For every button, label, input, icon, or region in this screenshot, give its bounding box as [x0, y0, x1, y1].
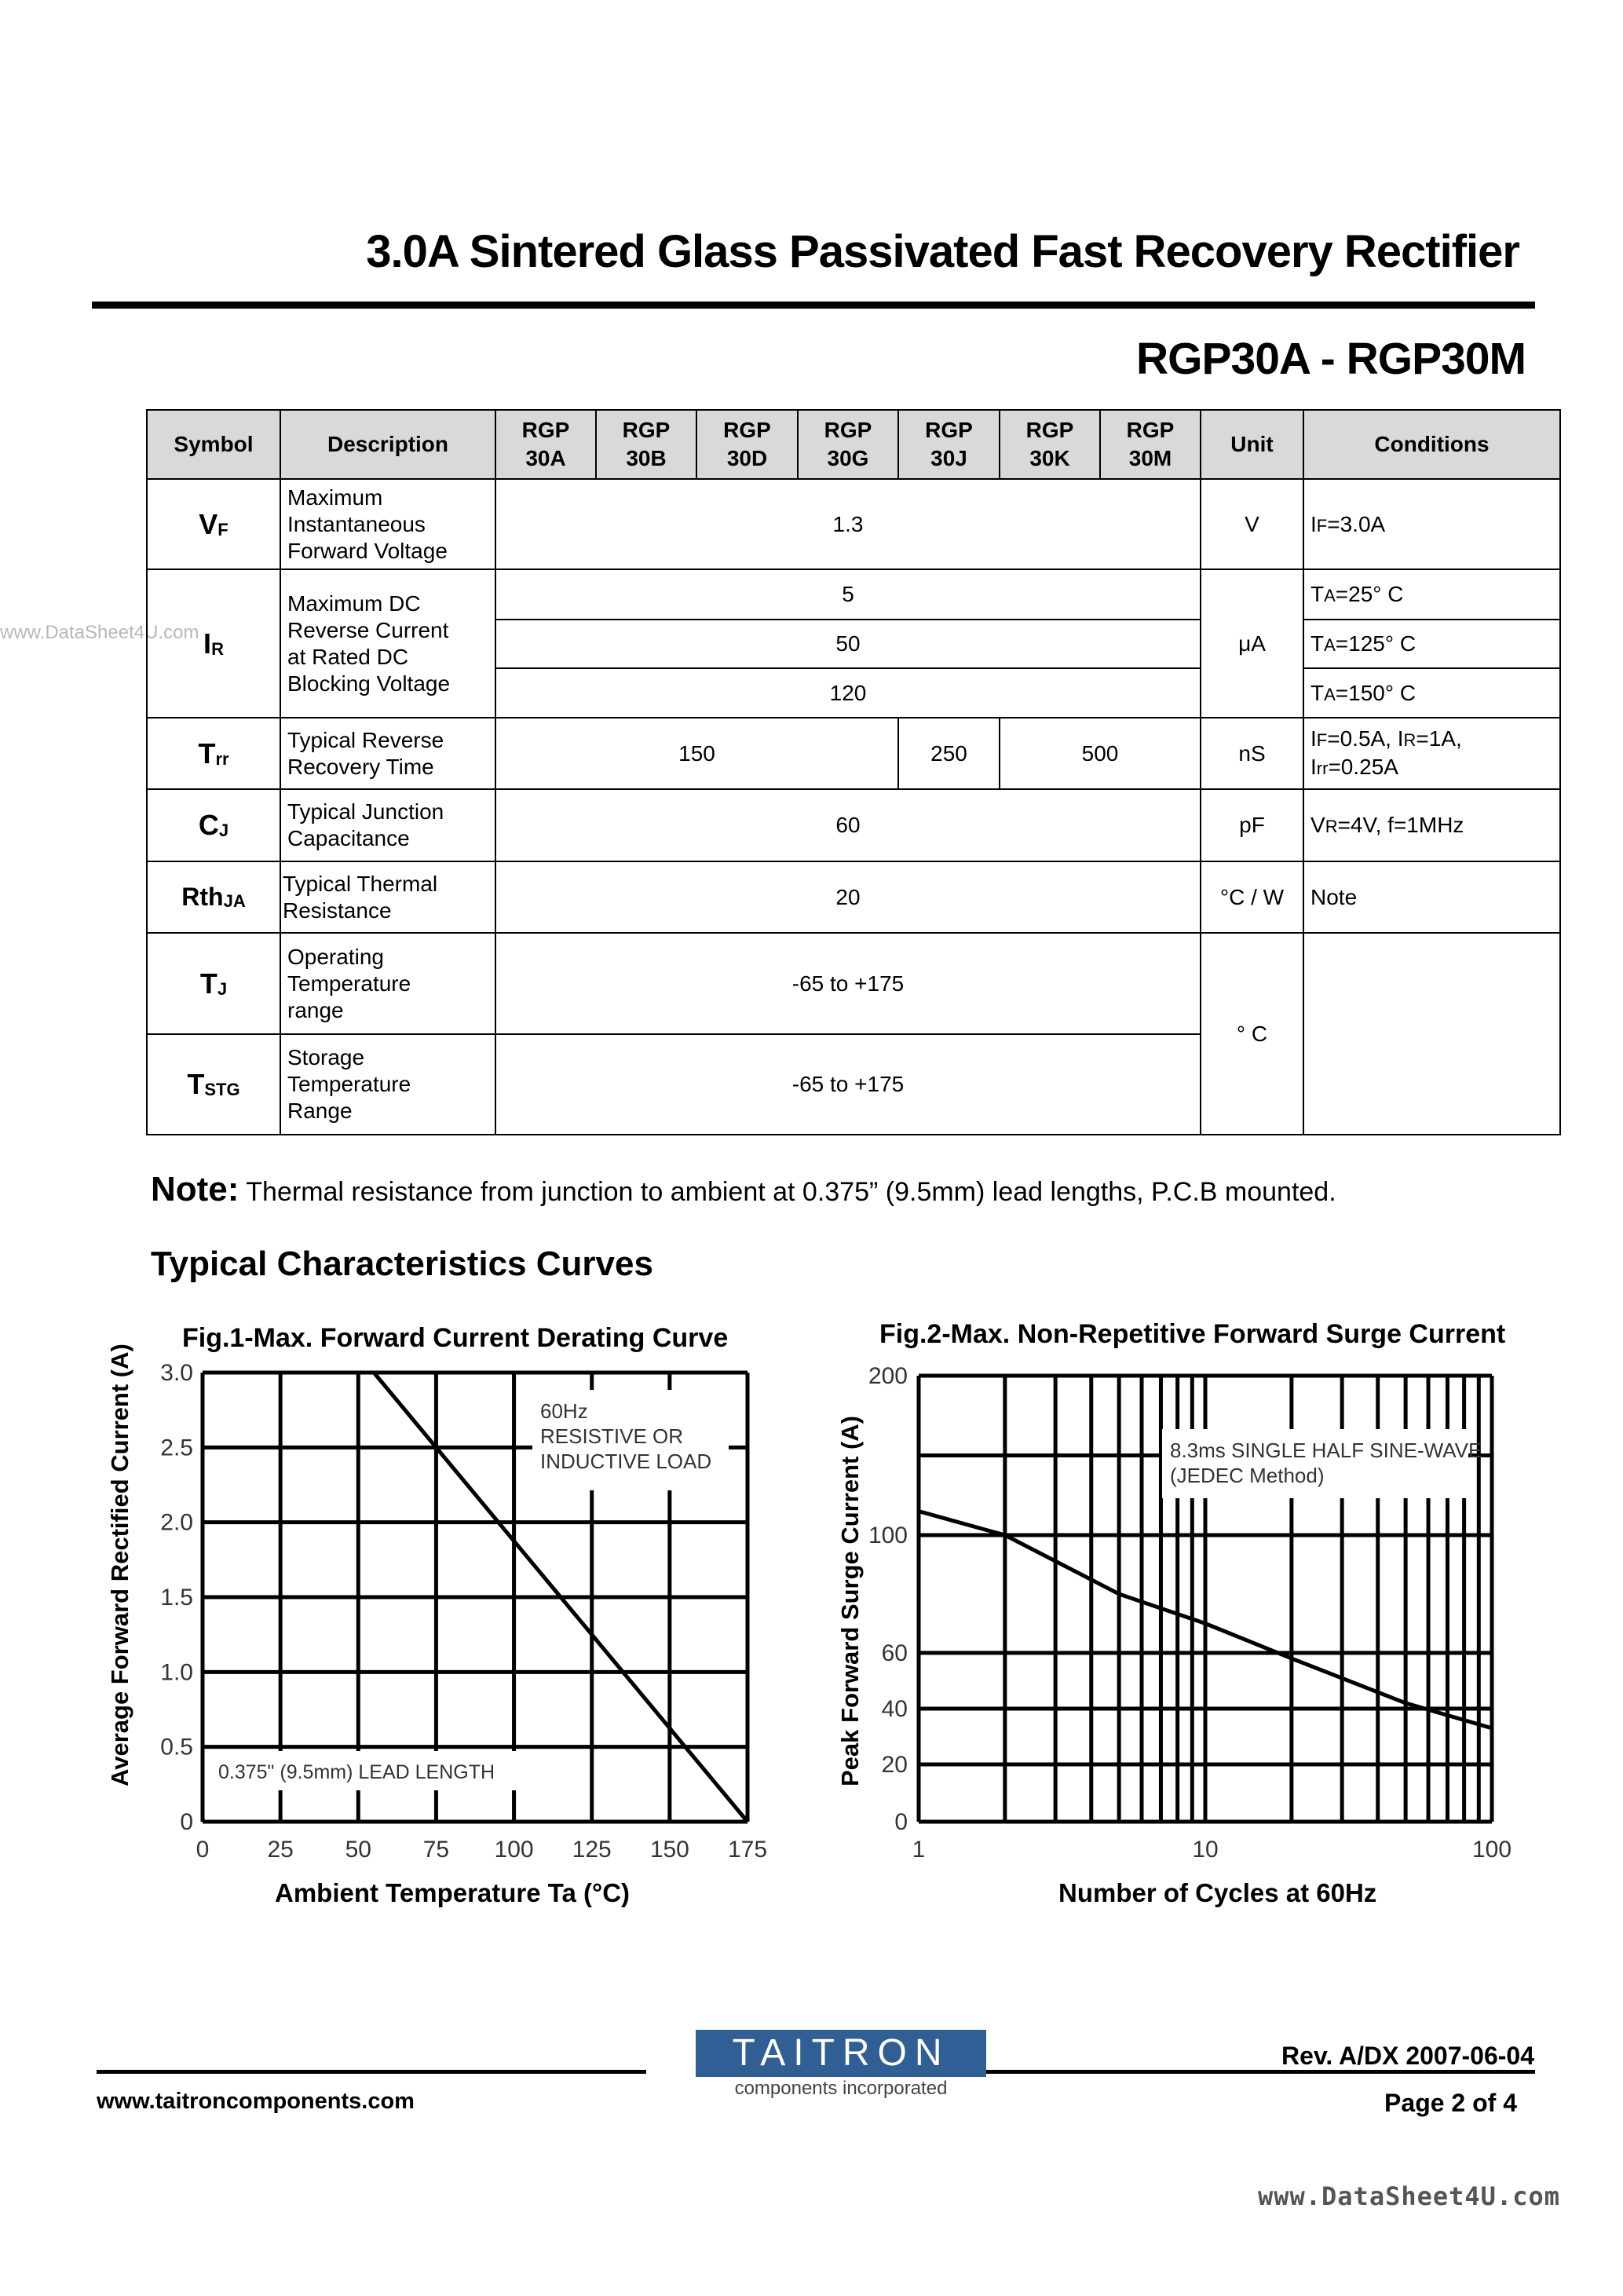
fig2-ylabel: Peak Forward Surge Current (A): [836, 1416, 864, 1786]
watermark-left: www.DataSheet4U.com: [0, 622, 199, 643]
fig1-xlabel: Ambient Temperature Ta (°C): [275, 1878, 631, 1907]
page-number: Page 2 of 4: [1384, 2089, 1517, 2117]
y-tick-label: 60: [881, 1640, 908, 1666]
y-tick-label: 0: [894, 1809, 908, 1835]
taitron-logo: TAITRON: [696, 2030, 986, 2077]
value-trr-k-m: 500: [1000, 718, 1201, 789]
cond-ir-150: TA=150° C: [1303, 668, 1560, 718]
fig2-chart: [864, 1351, 1539, 1885]
unit-ir: μA: [1201, 569, 1303, 718]
desc-cj: Typical Junction Capacitance: [280, 789, 495, 861]
value-trr-j: 250: [898, 718, 1000, 789]
y-tick-label: 1.5: [160, 1585, 193, 1610]
unit-cj: pF: [1201, 789, 1303, 861]
x-tick-label: 25: [267, 1837, 294, 1863]
note: Note: Thermal resistance from junction to ambient at 0.375” (9.5mm) lead lengths, P.C.B mounted.: [151, 1170, 1336, 1208]
section-title: Typical Characteristics Curves: [151, 1245, 653, 1283]
desc-rth: Typical Thermal Resistance: [280, 861, 495, 933]
x-tick-label: 10: [1192, 1837, 1219, 1863]
cond-temp: [1303, 933, 1560, 1135]
desc-tj: Operating Temperature range: [280, 933, 495, 1034]
value-tj: -65 to +175: [495, 933, 1201, 1034]
y-tick-label: 20: [881, 1752, 908, 1778]
unit-trr: nS: [1201, 718, 1303, 789]
table-header-row: [147, 410, 1560, 479]
page-title: 3.0A Sintered Glass Passivated Fast Recovery Rectifier: [366, 226, 1519, 277]
lead-length-text: 0.375" (9.5mm) LEAD LENGTH: [218, 1761, 495, 1783]
symbol-tj: $T_J$: [147, 933, 280, 1034]
unit-temp: ° C: [1201, 933, 1303, 1135]
table-row: [147, 718, 1560, 789]
x-tick-label: 125: [572, 1837, 612, 1863]
symbol-vf: $V_F$: [147, 479, 280, 569]
header-part: RGP 30A: [495, 410, 596, 479]
annotation-text: INDUCTIVE LOAD: [540, 1450, 712, 1473]
spec-table: [146, 409, 1561, 1135]
x-tick-label: 75: [422, 1837, 450, 1863]
fig1-chart: [141, 1351, 769, 1885]
header-part: RGP 30B: [596, 410, 696, 479]
header-part: RGP 30J: [898, 410, 1000, 479]
value-vf: 1.3: [495, 479, 1201, 569]
value-ir-150: 120: [495, 668, 1201, 718]
cond-ir-125: TA=125° C: [1303, 620, 1560, 668]
fig1-ylabel: Average Forward Rectified Current (A): [106, 1344, 133, 1786]
watermark-bottom: www.DataSheet4U.com: [1257, 2181, 1560, 2211]
y-tick-label: 3.0: [160, 1360, 193, 1386]
cond-trr: IF=0.5A, IR=1A, Irr=0.25A: [1303, 718, 1560, 789]
y-tick-label: 200: [868, 1363, 908, 1389]
annotation-text: 60Hz: [540, 1399, 588, 1423]
fig1-title: Fig.1-Max. Forward Current Derating Curve: [182, 1323, 729, 1353]
x-tick-label: 0: [196, 1837, 210, 1863]
header-part: RGP 30K: [1000, 410, 1100, 479]
symbol-tstg: $T_{STG}$: [147, 1034, 280, 1135]
y-tick-label: 2.0: [160, 1509, 193, 1536]
symbol-trr: $T_{rr}$: [147, 718, 280, 789]
y-tick-label: 1.0: [160, 1659, 193, 1686]
x-tick-label: 100: [1471, 1837, 1512, 1863]
y-tick-label: 40: [881, 1696, 908, 1722]
value-ir-125: 50: [495, 620, 1201, 668]
x-tick-label: 50: [345, 1837, 371, 1863]
x-tick-label: 175: [727, 1837, 768, 1863]
cond-cj: VR=4V, f=1MHz: [1303, 789, 1560, 861]
desc-trr: Typical Reverse Recovery Time: [280, 718, 495, 789]
table-row: [147, 789, 1560, 861]
header-description: Description: [280, 410, 495, 479]
cond-rth: Note: [1303, 861, 1560, 933]
symbol-rth: Rth$_{JA}$: [147, 861, 280, 933]
desc-ir: Maximum DC Reverse Current at Rated DC Blocking Voltage: [280, 569, 495, 718]
model-range: RGP30A - RGP30M: [1135, 334, 1526, 384]
symbol-cj: $C_J$: [147, 789, 280, 861]
fig2-title: Fig.2-Max. Non-Repetitive Forward Surge Current: [879, 1319, 1506, 1349]
desc-tstg: Storage Temperature Range: [280, 1034, 495, 1135]
table-row: [147, 569, 1560, 620]
annotation-text: (JEDEC Method): [1170, 1464, 1325, 1487]
header-symbol: Symbol: [147, 410, 280, 479]
value-trr-a-g: 150: [495, 718, 898, 789]
value-ir-25: 5: [495, 569, 1201, 620]
website-link[interactable]: www.taitroncomponents.com: [97, 2089, 415, 2114]
desc-vf: Maximum Instantaneous Forward Voltage: [280, 479, 495, 569]
unit-rth: °C / W: [1201, 861, 1303, 933]
y-tick-label: 0.5: [160, 1734, 193, 1760]
symbol-ir: $I_R$: [147, 569, 280, 718]
value-cj: 60: [495, 789, 1201, 861]
y-tick-label: 0: [180, 1809, 193, 1835]
table-row: [147, 933, 1560, 1034]
fig2-xlabel: Number of Cycles at 60Hz: [1058, 1878, 1377, 1907]
header-part: RGP 30M: [1100, 410, 1201, 479]
value-rth: 20: [495, 861, 1201, 933]
header-unit: Unit: [1201, 410, 1303, 479]
footer-rule-left: [97, 2070, 646, 2074]
cond-ir-25: TA=25° C: [1303, 569, 1560, 620]
y-tick-label: 100: [868, 1523, 908, 1548]
revision: Rev. A/DX 2007-06-04: [1281, 2042, 1534, 2070]
header-part: RGP 30G: [798, 410, 898, 479]
table-row: [147, 861, 1560, 933]
x-tick-label: 1: [912, 1837, 926, 1863]
y-tick-label: 2.5: [160, 1435, 193, 1461]
logo-subtitle: components incorporated: [734, 2078, 948, 2099]
x-tick-label: 100: [494, 1837, 534, 1863]
title-rule: [92, 302, 1535, 309]
cond-vf: IF=3.0A: [1303, 479, 1560, 569]
header-part: RGP 30D: [696, 410, 798, 479]
x-tick-label: 150: [649, 1837, 689, 1863]
annotation-text: RESISTIVE OR: [540, 1424, 684, 1448]
header-conditions: Conditions: [1303, 410, 1560, 479]
annotation-text: 8.3ms SINGLE HALF SINE-WAVE: [1170, 1439, 1482, 1462]
table-row: [147, 479, 1560, 569]
value-tstg: -65 to +175: [495, 1034, 1201, 1135]
unit-vf: V: [1201, 479, 1303, 569]
